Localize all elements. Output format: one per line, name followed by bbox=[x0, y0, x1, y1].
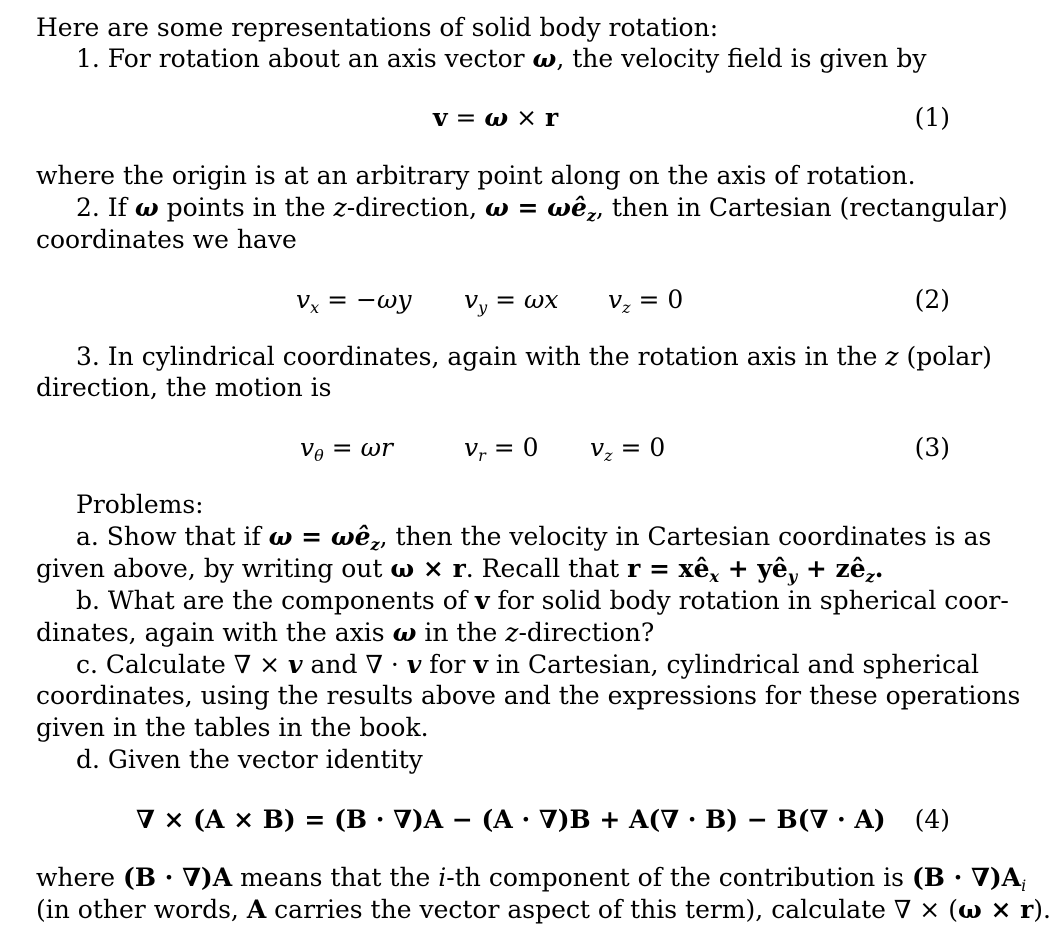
item1-text: 1. For rotation about an axis vector ω, the velocity field is given by bbox=[76, 44, 927, 73]
equation-number-1: (1) bbox=[914, 103, 950, 132]
problem-b-line1: b. What are the components of v for solid body rotation in spherical coor- bbox=[76, 586, 1009, 615]
eq2-vz: $v_z = 0$ bbox=[608, 285, 684, 317]
eq2-vx: $v_x = -\omega y$ bbox=[296, 285, 412, 317]
item2-text: 2. If ω points in the z-direction, $\omega = \omega ê_z$, then in Cartesian (rectangular) bbox=[76, 193, 1008, 225]
equation-2 bbox=[296, 285, 683, 323]
eq2-vy: $v_y = \omega x$ bbox=[464, 285, 559, 317]
problem-d-line3: (in other words, A carries the vector aspect of this term), calculate ∇ × (ω × r). bbox=[36, 895, 1051, 924]
problem-d-line2: where (B · ∇)A means that the i-th component of the contribution is $(B \cdot \nabla)A_i$ bbox=[36, 863, 1027, 895]
problem-c-line3: given in the tables in the book. bbox=[36, 713, 429, 742]
item3-text: 3. In cylindrical coordinates, again with the rotation axis in the z (polar) bbox=[76, 342, 992, 371]
equation-number-3: (3) bbox=[914, 433, 950, 462]
item3-line2: direction, the motion is bbox=[36, 373, 332, 402]
intro-text: Here are some representations of solid body rotation: bbox=[36, 13, 719, 42]
item2-line2: coordinates we have bbox=[36, 225, 297, 254]
equation-4: ∇ × (A × B) = (B · ∇)A − (A · ∇)B + A(∇ · B) − B(∇ · A) bbox=[136, 805, 886, 834]
eq3-vz: $v_z = 0$ bbox=[590, 433, 666, 465]
equation-3 bbox=[300, 433, 665, 471]
equation-number-2: (2) bbox=[914, 285, 950, 314]
equation-1: v = ω × r bbox=[433, 103, 559, 132]
problems-heading: Problems: bbox=[76, 490, 204, 519]
problem-a-line1: a. Show that if $\omega = \omega ê_z$, then the velocity in Cartesian coordinates is as bbox=[76, 522, 992, 554]
equation-number-4: (4) bbox=[914, 805, 950, 834]
problem-b-line2: dinates, again with the axis ω in the z-direction? bbox=[36, 618, 655, 647]
eq3-vr: $v_r = 0$ bbox=[464, 433, 539, 465]
eq3-vtheta: $v_\theta = \omega r$ bbox=[300, 433, 393, 465]
problem-c-line2: coordinates, using the results above and the expressions for these operations bbox=[36, 681, 1021, 710]
problem-d-line1: d. Given the vector identity bbox=[76, 745, 423, 774]
item1-after: where the origin is at an arbitrary point along on the axis of rotation. bbox=[36, 161, 916, 190]
problem-c-line1: c. Calculate ∇ × v and ∇ · v for v in Cartesian, cylindrical and spherical bbox=[76, 650, 980, 679]
problem-a-line2: given above, by writing out ω × r. Recall that $r = xê_x$ + $yê_y$ + $zê_z$. bbox=[36, 554, 884, 586]
